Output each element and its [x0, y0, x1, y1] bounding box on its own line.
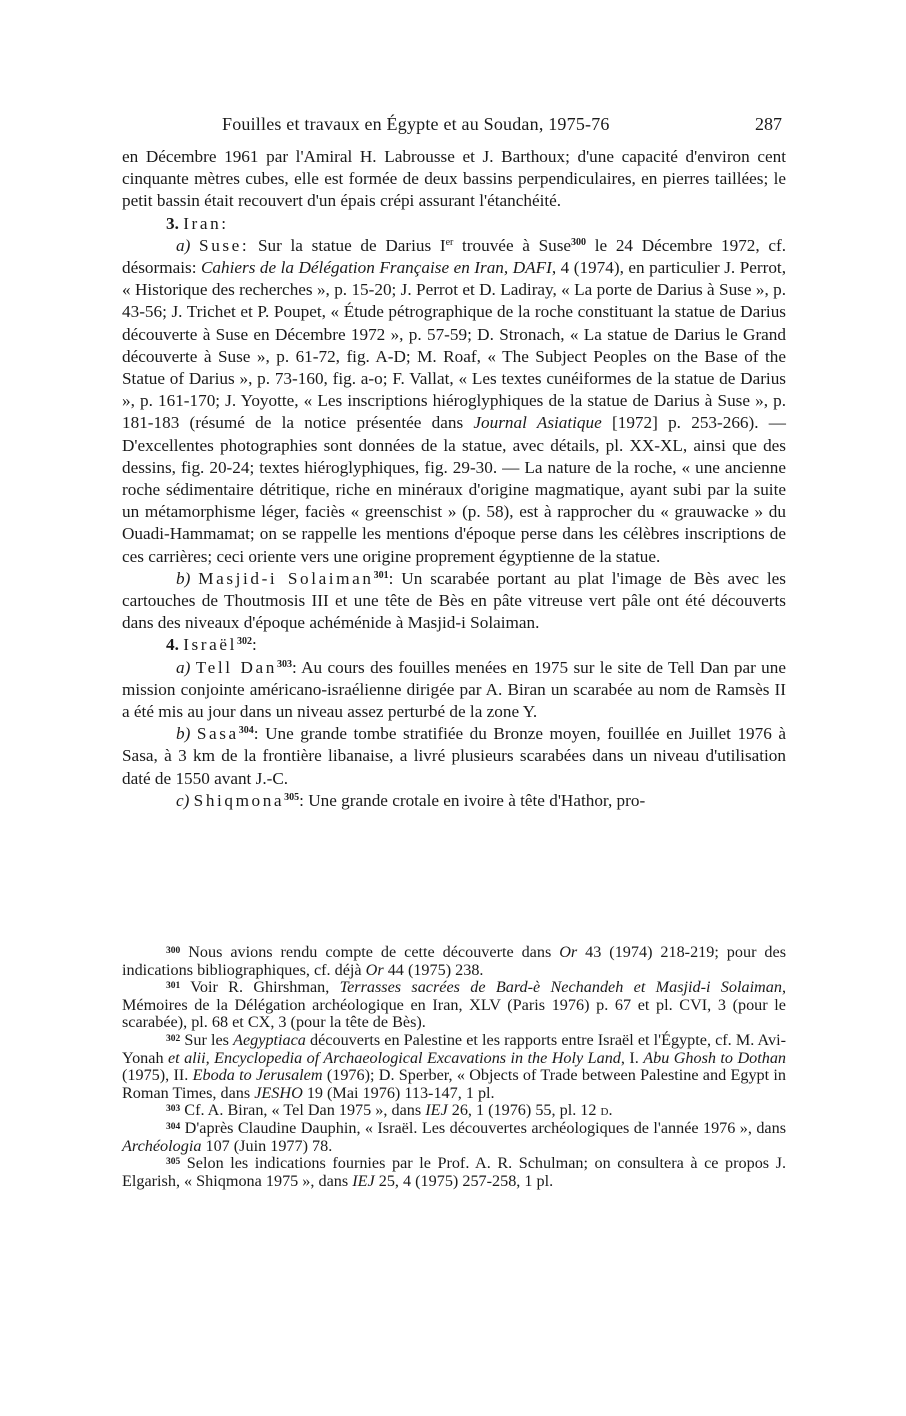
footnote-ref: 302: [236, 636, 252, 648]
footnote-ref: 305: [284, 791, 300, 803]
paragraph-suse: a) Suse: Sur la statue de Darius Ier trouvée à Suse$^{300}$ le 24 Décembre 1972, cf. désormais: Cahiers de la Délégation Française en Iran, DAFI, 4 (1974), en particulier J. Perrot, « Historique des recherches », p. 15-20; J. Perrot et D. Ladiray, « La porte de Darius à Suse », p. 43-56; J. Trichet et P. Poupet, « Étude pétrographique de la roche constituant la statue de Darius découverte à Suse en Décembre 1972 », p. 57-59; D. Stronach, « La statue de Darius le Grand découverte à Suse », p. 61-72, fig. A-D; M. Roaf, « The Subject Peoples on the Base of the Statue of Darius », p. 73-160, fig. a-o; F. Vallat, « Les textes cunéiformes de la statue de Darius », p. 161-170; J. Yoyotte, « Les inscriptions hiéroglyphiques de la statue de Darius à Suse », p. 181-183 (résumé de la notice présentée dans Journal Asiatique [1972] p. 253-266). — D'excellentes photographies sont données de la statue, avec détails, pl. XX-XL, ainsi que des dessins, fig. 20-24; textes hiéroglyphiques, fig. 29-30. — La nature de la roche, « une ancienne roche sédimentaire détritique, riche en minéraux d'origine magmatique, ayant subi par la suite un métamorphisme léger, faciès « greenschist » (p. 58), est à rapprocher du « grauwacke » du Ouadi-Hammamat; on se rappelle les mentions d'époque perse dans les célèbres inscriptions de ces carrières; ceci oriente vers une origine proprement égyptienne de la statue.: [122, 235, 787, 566]
footnote-ref: 303: [276, 658, 292, 670]
footnote-ref: 304: [238, 725, 254, 737]
place-name: Masjid-i Solaiman: [198, 568, 374, 588]
paragraph-continuation: en Décembre 1961 par l'Amiral H. Labrousse et J. Barthoux; d'une capacité d'environ cent cinquante mètres cubes, elle est formée de deux bassins perpendiculaires, en pierres taillées; le petit bassin était recouvert d'un épais crépi assurant l'étanchéité.: [122, 147, 786, 211]
place-name: Suse:: [199, 235, 250, 255]
place-name: Sasa: [196, 724, 239, 744]
running-title: Fouilles et travaux en Égypte et au Soudan, 1975-76: [222, 114, 610, 134]
footnote-304: $^{304}$ D'après Claudine Dauphin, « Israël. Les découvertes archéologiques de l'année 1976 », dans Archéologia 107 (Juin 1977) 78.: [122, 1118, 786, 1155]
section-heading-iran: 3. Iran:: [166, 213, 229, 233]
paragraph-sasa: b) Sasa$^{304}$: Une grande tombe stratifiée du Bronze moyen, fouillée en Juillet 1976 à Sasa, à 3 km de la frontière libanaise, a livré plusieurs scarabées dans un niveau d'utilisation daté de 1550 avant J.-C.: [122, 724, 786, 788]
footnote-303: $^{303}$ Cf. A. Biran, « Tel Dan 1975 », dans IEJ 26, 1 (1976) 55, pl. 12 d.: [166, 1101, 613, 1120]
footnote-ref: 301: [373, 569, 389, 581]
section-heading-israel: 4. Israël$^{302}$:: [166, 635, 257, 655]
place-name: Tell Dan: [195, 657, 277, 677]
footnote-ref: 300: [571, 236, 587, 248]
footnotes: [122, 944, 786, 1190]
main-text: [122, 146, 786, 812]
footnote-302: $^{302}$ Sur les Aegyptiaca découverts en Palestine et les rapports entre Israël et l'Égypte, cf. M. Avi-Yonah et alii, Encyclopedia of Archaeological Excavations in the Holy Land, I. Abu Ghosh to Dothan (1975), II. Eboda to Jerusalem (1976); D. Sperber, « Objects of Trade between Palestine and Egypt in Roman Times, dans JESHO 19 (Mai 1976) 113-147, 1 pl.: [122, 1030, 786, 1102]
footnote-301: $^{301}$ Voir R. Ghirshman, Terrasses sacrées de Bard-è Nechandeh et Masjid-i Solaiman, Mémoires de la Délégation archéologique en Iran, XLV (Paris 1976) p. 67 et pl. CVI, 3 (pour le scarabée), pl. 68 et CX, 3 (pour la tête de Bès).: [122, 978, 786, 1032]
footnote-305: $^{305}$ Selon les indications fournies par le Prof. A. R. Schulman; on consultera à ce propos J. Elgarish, « Shiqmona 1975 », dans IEJ 25, 4 (1975) 257-258, 1 pl.: [122, 1154, 786, 1190]
footnote-300: $^{300}$ Nous avions rendu compte de cette découverte dans Or 43 (1974) 218-219; pour des indications bibliographiques, cf. déjà Or 44 (1975) 238.: [122, 943, 786, 979]
page-number: 287: [755, 114, 782, 134]
paragraph-shiqmona: c) Shiqmona$^{305}$: Une grande crotale en ivoire à tête d'Hathor, pro-: [176, 790, 646, 810]
place-name: Shiqmona: [193, 790, 285, 810]
page-header: [122, 114, 786, 138]
paragraph-tell-dan: a) Tell Dan$^{303}$: Au cours des fouilles menées en 1975 sur le site de Tell Dan par une mission conjointe américano-israélienne dirigée par A. Biran un scarabée au nom de Ramsès II a été mis au jour dans un niveau assez perturbé de la zone Y.: [122, 657, 786, 722]
paragraph-masjid: b) Masjid-i Solaiman$^{301}$: Un scarabée portant au plat l'image de Bès avec les cartouches de Thoutmosis III et une tête de Bès en pâte vitreuse vert pâle ont été découverts dans des niveaux d'époque achéménide à Masjid-i Solaiman.: [122, 568, 786, 633]
